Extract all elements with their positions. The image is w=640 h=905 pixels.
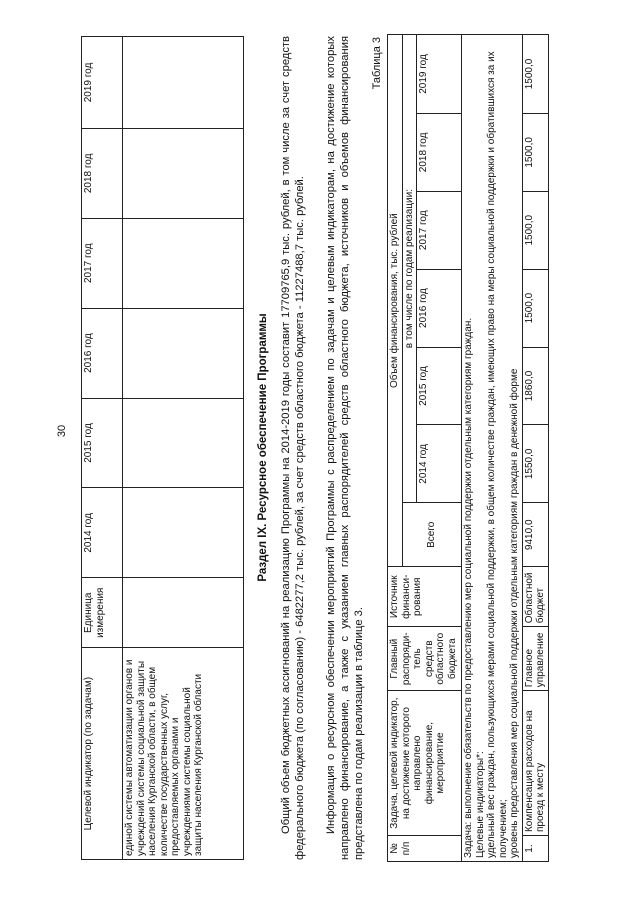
header-num: № п/п <box>388 836 462 862</box>
indicator-text: единой системы автоматизации органов и учреждений системы социальной защиты населения Курганской области, в общем количестве государственных услуг, предоставляемых органами и учреждениями системы социальной защиты населения Курганской области <box>123 648 244 860</box>
header-year-2018: 2018 год <box>82 128 123 218</box>
header-by-year: в том числе по годам реализации: <box>402 35 417 503</box>
page-number: 30 <box>56 424 68 438</box>
header-year-2014: 2014 год <box>82 488 123 578</box>
header-task: Задача, целевой индикатор, на достижение которого направлено финансирование, мероприятие <box>388 691 462 836</box>
header-source: Источник финанси-рования <box>388 567 462 627</box>
row-2018: 1500,0 <box>522 113 548 191</box>
row-task: Компенсация расходов на проезд к месту <box>522 691 548 836</box>
table-row <box>123 37 244 860</box>
header-year-2019: 2019 год <box>82 37 123 129</box>
paragraph-budget-total: Общий объем бюджетных ассигнований на реализацию Программы на 2014-2019 годы составит 17709765,9 тыс. рублей, в том числе за счет средств федерального бюджета (по согласованию) - 6482277,2 тыс. рублей, за счет средств областного бюджета - 11227488,7 тыс. рублей. <box>280 36 306 860</box>
row-2017: 1500,0 <box>522 191 548 269</box>
header-year-2016: 2016 год <box>82 308 123 398</box>
row-total: 9410,0 <box>522 503 548 567</box>
row-2019: 1500,0 <box>522 35 548 114</box>
task-line: Задача: выполнение обязательств по предоставлению мер социальной поддержки отдельным категориям граждан. <box>463 317 474 858</box>
header-2015: 2015 год <box>417 347 462 425</box>
header-volume: Объем финансирования, тыс. рублей <box>388 35 403 567</box>
table-caption: Таблица 3 <box>371 37 383 90</box>
row-source: Областной бюджет <box>522 567 548 627</box>
indicators-label: Целевые индикаторы*: <box>474 751 486 858</box>
header-total: Всего <box>402 503 462 567</box>
row-manager: Главное управление <box>522 627 548 691</box>
header-2018: 2018 год <box>417 113 462 191</box>
header-indicator: Целевой индикатор (по задачам) <box>82 648 123 860</box>
row-num: 1. <box>522 836 548 862</box>
indicators-table <box>81 36 244 860</box>
paragraph-resource-info: Информация о ресурсном обеспечении мероприятий Программы с распределением по задачам и целевым индикаторам, на достижение которых направлено финансирование, а также с указанием главных распорядителей средств областного бюджета, источников и объемов финансирования представлена по годам реализации в таблице 3. <box>325 36 365 860</box>
row-2014: 1550,0 <box>522 425 548 503</box>
header-year-2015: 2015 год <box>82 398 123 488</box>
header-year-2017: 2017 год <box>82 218 123 308</box>
financing-table <box>387 34 549 862</box>
indicator-2: уровень предоставления мер социальной поддержки отдельным категориям граждан в денежной форме <box>509 368 520 858</box>
section-title: Раздел IX. Ресурсное обеспечение Программы <box>257 313 269 582</box>
header-manager: Главный распоряди-тель средств областного бюджета <box>388 627 462 691</box>
indicator-1: удельный вес граждан, пользующихся мерами социальной поддержки, в общем количестве граждан, имеющих право на меры социальной поддержки и обратившихся за их получением; <box>486 51 509 858</box>
indicators-table-header <box>82 37 123 860</box>
task-block <box>462 35 523 862</box>
header-2014: 2014 год <box>417 425 462 503</box>
header-2016: 2016 год <box>417 269 462 347</box>
header-unit: Единица измерения <box>82 578 123 648</box>
header-2019: 2019 год <box>417 35 462 114</box>
rotated-page-content <box>75 25 615 870</box>
table-row <box>522 35 548 862</box>
row-2016: 1500,0 <box>522 269 548 347</box>
header-2017: 2017 год <box>417 191 462 269</box>
row-2015: 1860,0 <box>522 347 548 425</box>
